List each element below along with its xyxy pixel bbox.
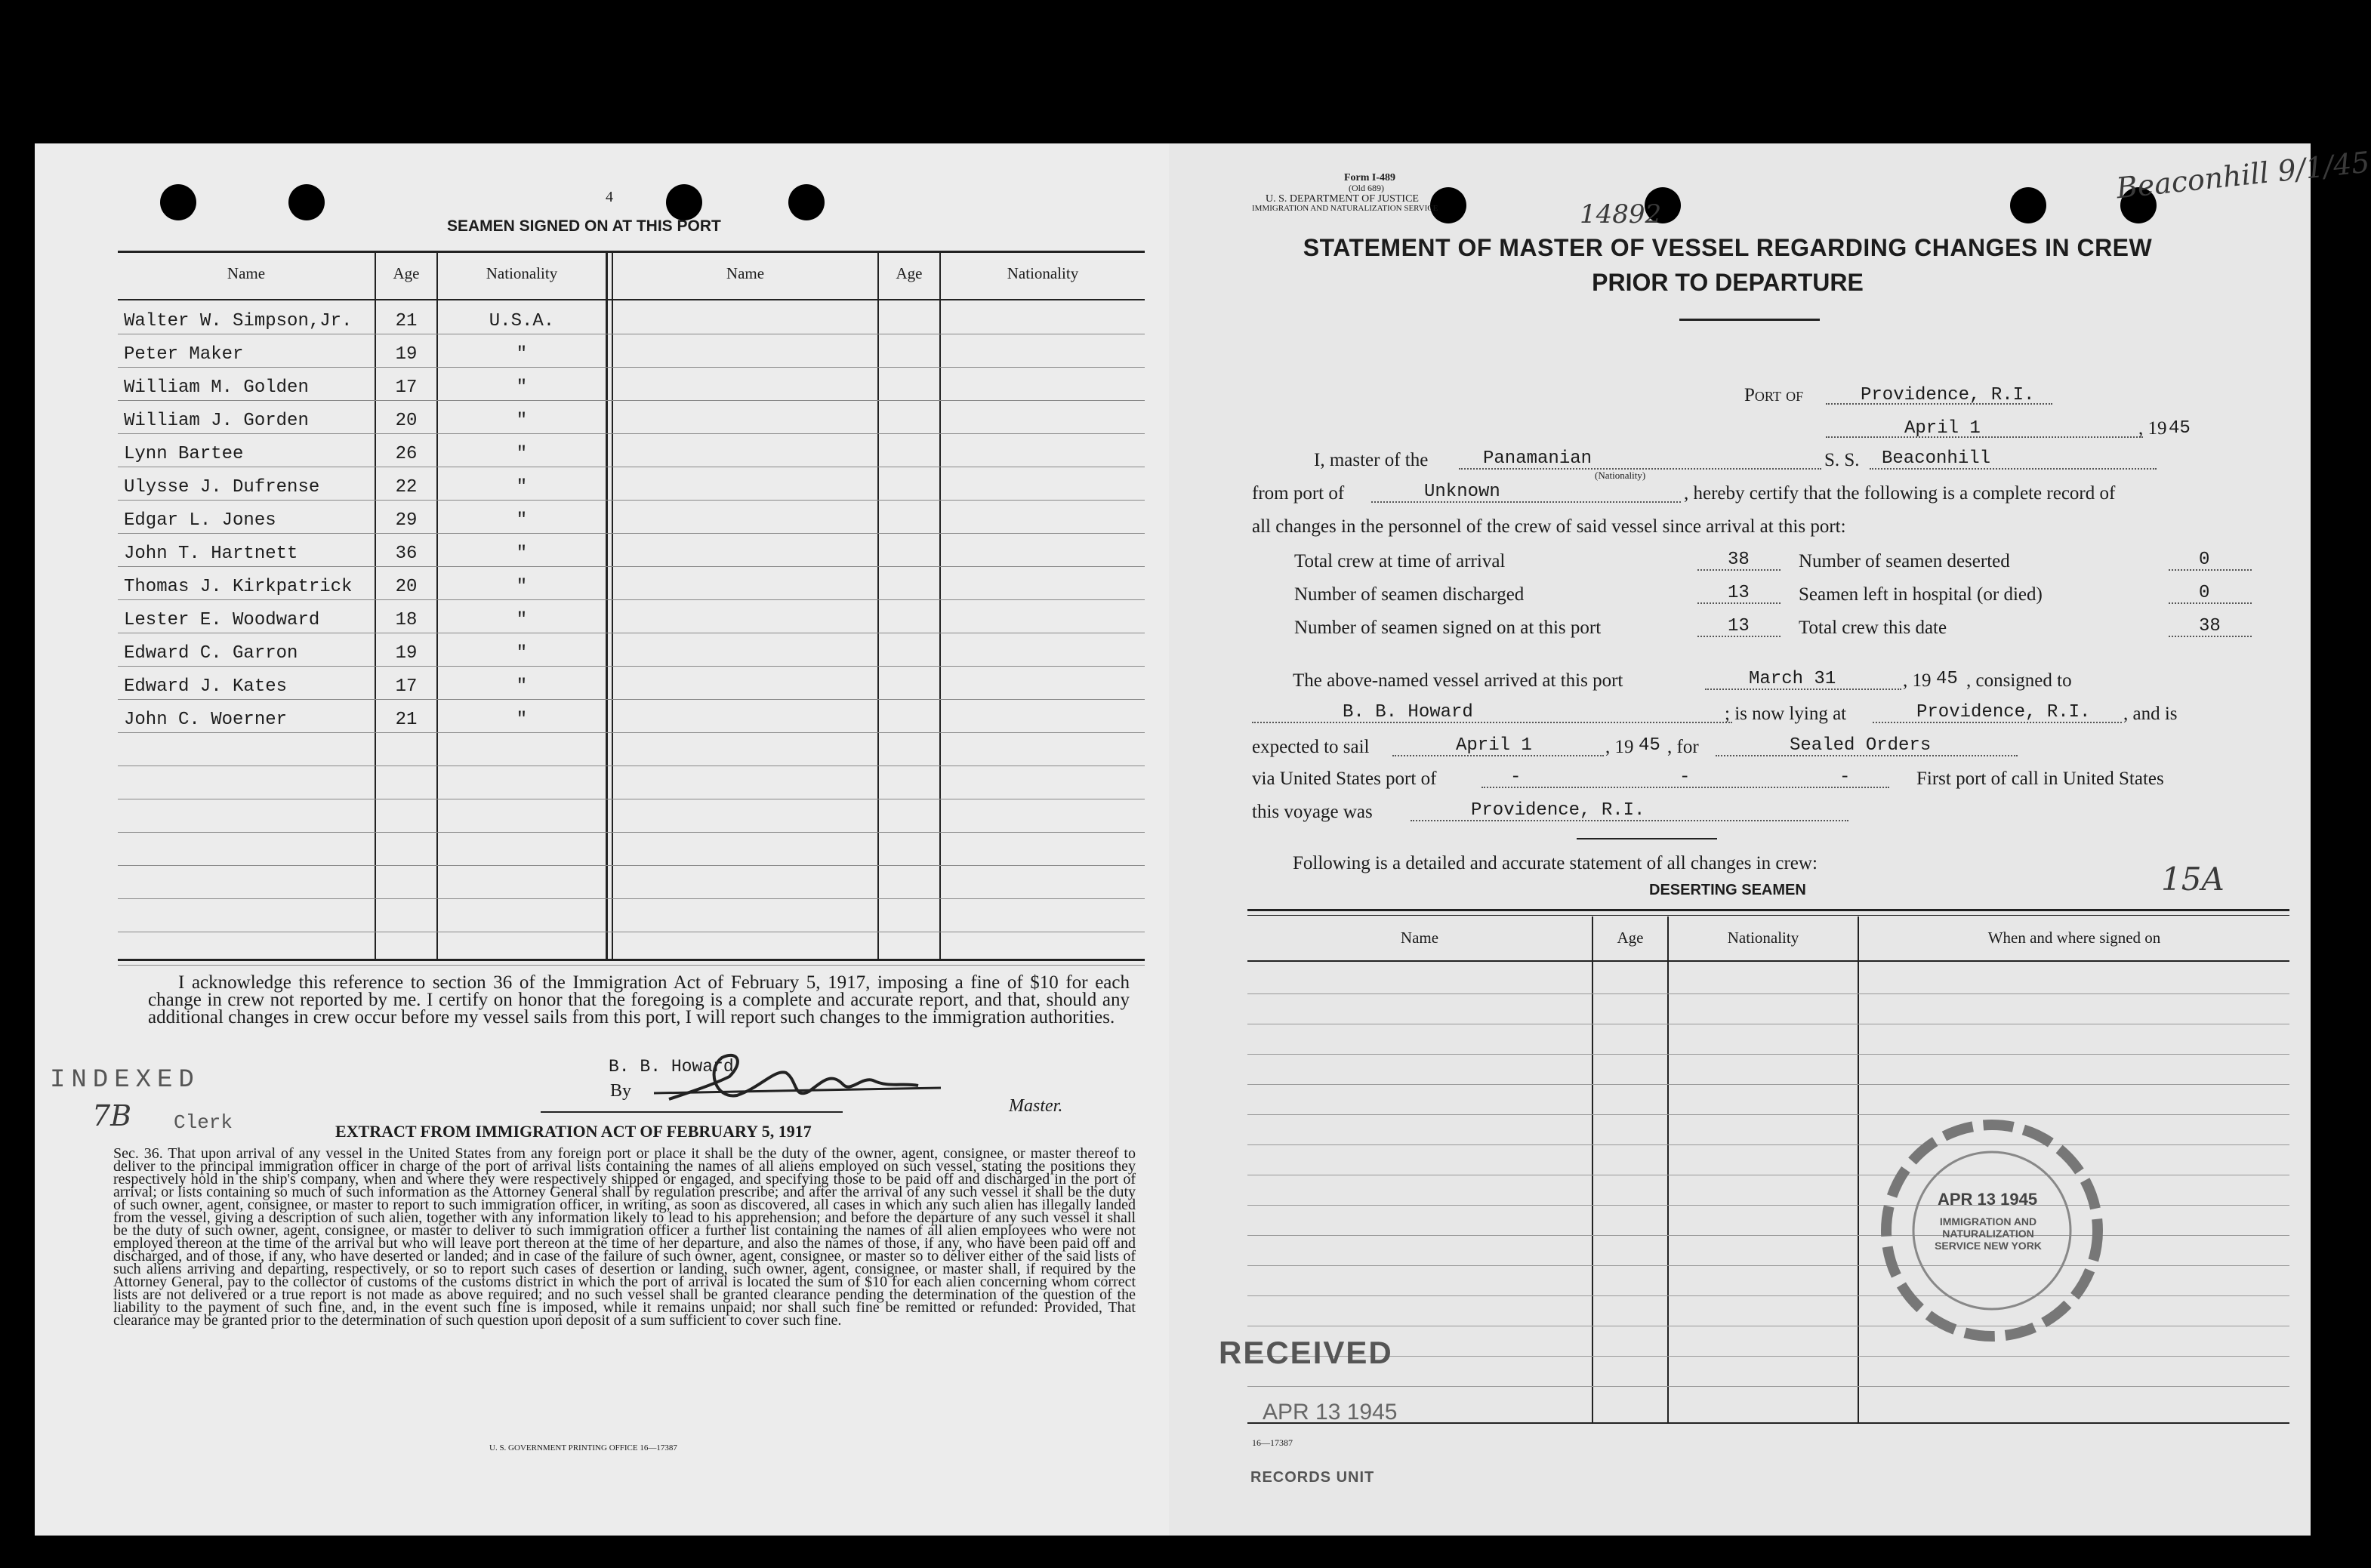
crew-nationality: "	[516, 676, 528, 697]
stat-line	[2169, 602, 2252, 604]
crew-name: Lester E. Woodward	[124, 610, 320, 630]
stat-line	[1697, 602, 1781, 604]
form-number: Form I-489	[1344, 172, 1396, 183]
arrived-label: The above-named vessel arrived at this port	[1293, 670, 1623, 691]
and-is: , and is	[2123, 704, 2178, 724]
stat-value: 13	[1728, 616, 1750, 636]
header-nationality-2: Nationality	[1007, 264, 1079, 282]
page-number: 4	[606, 189, 613, 205]
sail-year-prefix: , 19	[1605, 737, 1634, 757]
crew-name: Peter Maker	[124, 344, 244, 365]
extract-text: Sec. 36. That upon arrival of any vessel in the United States from any foreign port or place it shall be the duty of the owner, agent, consignee, or master thereof to deliver to the principal immigration officer in charge of the port of arrival lists containing the names of all aliens employed on such vessel, stating the positions they respectively hold in the ship's company, when and where they were respectively shipped or engaged, and specifying those to be paid off and discharged in the port of arrival; or lists containing so much of such information as the Attorney General shall by regulation prescribe; and after the arrival of any such vessel it shall be the duty of such owner, agent, consignee, or master to report to such immigration officer, in writing, as soon as discovered, all cases in which any such alien has illegally landed from the vessel, giving a description of such alien, together with any information likely to lead to his apprehension; and before the departure of any such vessel it shall be the duty of such owner, agent, consignee, or master to deliver to such immigration officer a further list containing the names of all alien employees who were not employed thereon at the time of the arrival but who will leave port thereon at the time of her departure, and also the names of those, if any, who have been paid off and discharged, and of those, if any, who have deserted or landed; and in case of the failure of such owner, agent, consignee, or master so to deliver either of the said lists of such aliens arriving and departing, respectively, or so to report such cases of desertion or landing, such owner, agent, consignee, or master shall, if required by the Attorney General, pay to the collector of customs of the customs district in which the port of arrival is located the sum of $10 for each alien concerning whom correct lists are not delivered or a true report is not made as above required; and no such vessel shall be granted clearance pending the determination of the question of the liability to the payment of such fine, and, in the event such fine is imposed, while it remains unpaid; nor shall such fine be remitted or refunded: Provided, That clearance may be granted prior to the determination of such question upon deposit of a sum sufficient to cover such fine.	[113, 1145, 1136, 1329]
crew-name: John C. Woerner	[124, 710, 288, 730]
deserting-header-nationality: Nationality	[1727, 929, 1799, 947]
crew-nationality: "	[516, 577, 528, 597]
from-port-line	[1371, 501, 1681, 503]
table-header-rule	[118, 299, 1145, 300]
table-row-line	[118, 699, 1145, 700]
header-nationality: Nationality	[486, 264, 558, 282]
sail-date: April 1	[1456, 735, 1532, 756]
title-line-2: PRIOR TO DEPARTURE	[1592, 269, 1864, 296]
via-dash-3: -	[1839, 767, 1851, 787]
arrived-year: 45	[1936, 669, 1958, 689]
stat-label: Total crew at time of arrival	[1294, 551, 1506, 571]
deserting-header-rule	[1247, 960, 2289, 962]
printing-office: U. S. GOVERNMENT PRINTING OFFICE 16—17387	[489, 1443, 677, 1452]
title-line-1: STATEMENT OF MASTER OF VESSEL REGARDING CHANGES IN CREW	[1303, 234, 2153, 261]
crew-age: 21	[395, 710, 418, 730]
stat-value: 38	[1728, 550, 1750, 570]
header-age-2: Age	[896, 264, 923, 282]
handwritten-corner: Beaconhill 9/1/45	[2114, 145, 2371, 205]
crew-nationality: U.S.A.	[489, 311, 555, 331]
deserting-row-line	[1247, 1295, 2289, 1296]
crew-name: Edward J. Kates	[124, 676, 288, 697]
deserting-row-line	[1247, 1084, 2289, 1085]
department: U. S. DEPARTMENT OF JUSTICE	[1266, 193, 1419, 205]
col-divider	[877, 252, 879, 959]
crew-nationality: "	[516, 544, 528, 564]
table-row-line	[118, 898, 1145, 899]
col-divider	[606, 252, 608, 959]
stat-label: Number of seamen deserted	[1799, 551, 2010, 571]
crew-age: 20	[395, 577, 418, 597]
table-row-line	[118, 965, 1145, 966]
crew-name: Ulysse J. Dufrense	[124, 477, 320, 498]
stat-line	[1697, 636, 1781, 637]
via-label: via United States port of	[1252, 769, 1437, 789]
table-row-line	[118, 832, 1145, 833]
for-label: , for	[1667, 737, 1699, 757]
port-value: Providence, R.I.	[1861, 385, 2035, 405]
table-row-line	[118, 533, 1145, 534]
table-bottom-rule	[118, 959, 1145, 961]
crew-name: Edward C. Garron	[124, 643, 298, 664]
deserting-row-line	[1247, 1054, 2289, 1055]
date-line	[1826, 436, 2143, 438]
crew-nationality: "	[516, 610, 528, 630]
sail-for: Sealed Orders	[1790, 735, 1932, 756]
deserting-row-line	[1247, 1356, 2289, 1357]
changes-text: all changes in the personnel of the crew of said vessel since arrival at this port:	[1252, 516, 1846, 537]
deserting-header-name: Name	[1400, 929, 1439, 947]
stat-line	[2169, 569, 2252, 571]
deserting-row-line	[1247, 1114, 2289, 1115]
form-old: (Old 689)	[1349, 183, 1384, 193]
crew-nationality: "	[516, 444, 528, 464]
from-port-label: from port of	[1252, 483, 1345, 504]
via-dash-2: -	[1679, 767, 1691, 787]
nationality-caption: (Nationality)	[1595, 470, 1646, 481]
table-row-line	[118, 599, 1145, 600]
stat-value: 38	[2199, 616, 2221, 636]
right-page	[1169, 143, 2371, 1536]
sail-year: 45	[1639, 735, 1660, 756]
indexed-stamp: INDEXED	[50, 1066, 200, 1095]
deserting-top-rule-2	[1247, 915, 2289, 916]
crew-name: Thomas J. Kirkpatrick	[124, 577, 353, 597]
crew-nationality: "	[516, 510, 528, 531]
from-port-value: Unknown	[1424, 482, 1500, 502]
clerk-mark: Clerk	[174, 1111, 233, 1134]
extract-title: EXTRACT FROM IMMIGRATION ACT OF FEBRUARY 5, 1917	[335, 1122, 812, 1141]
crew-name: William M. Golden	[124, 377, 309, 398]
crew-age: 17	[395, 676, 418, 697]
deserting-header-age: Age	[1617, 929, 1644, 947]
ss-label: S. S.	[1824, 450, 1860, 470]
port-label: Port of	[1744, 385, 1804, 405]
received-stamp: RECEIVED	[1219, 1335, 1393, 1370]
stat-value: 13	[1728, 583, 1750, 603]
consigned-label: , consigned to	[1966, 670, 2072, 691]
crew-age: 18	[395, 610, 418, 630]
table-row-line	[118, 666, 1145, 667]
stat-value: 0	[2199, 550, 2210, 570]
stat-line	[1697, 569, 1781, 571]
arrived-date: March 31	[1749, 669, 1836, 689]
acknowledgement-text: I acknowledge this reference to section 36 of the Immigration Act of February 5, 1917, imposing a fine of $10 for each change in crew not reported by me. I certify on honor that the foregoing is a complete and accurate report, and that, should any additional changes in crew occur before my vessel sails from this port, I will report such changes to the immigration authorities.	[148, 972, 1130, 1027]
punch-hole	[288, 184, 325, 220]
crew-age: 29	[395, 510, 418, 531]
crew-name: William J. Gorden	[124, 411, 309, 431]
master-label: Master.	[1009, 1096, 1063, 1116]
ship-value: Beaconhill	[1882, 448, 1991, 469]
crew-nationality: "	[516, 643, 528, 664]
arrived-year-prefix: , 19	[1903, 670, 1932, 691]
col-divider	[1667, 916, 1669, 1422]
punch-hole	[160, 184, 196, 220]
table-top-rule	[118, 251, 1145, 253]
crew-name: Lynn Bartee	[124, 444, 244, 464]
crew-age: 26	[395, 444, 418, 464]
col-divider	[1592, 916, 1593, 1422]
deserting-row-line	[1247, 1386, 2289, 1387]
table-row-line	[118, 500, 1145, 501]
col-divider	[612, 252, 613, 959]
deserting-row-line	[1247, 1235, 2289, 1236]
deserting-row-line	[1247, 993, 2289, 994]
header-name-2: Name	[726, 264, 765, 282]
table-row-line	[118, 367, 1145, 368]
lying-label: ; is now lying at	[1725, 704, 1847, 724]
file-number: 14892	[1580, 199, 1662, 230]
lying-at: Providence, R.I.	[1916, 702, 2091, 722]
first-port-label: First port of call in United States	[1916, 769, 2164, 789]
col-divider	[1858, 916, 1859, 1422]
left-page	[35, 143, 1178, 1536]
deserting-header-signed-on: When and where signed on	[1987, 929, 2161, 947]
deserting-title: DESERTING SEAMEN	[1649, 882, 1806, 898]
stat-label: Number of seamen signed on at this port	[1294, 618, 1602, 638]
table-row-line	[118, 732, 1145, 733]
stat-value: 0	[2199, 583, 2210, 603]
by-label: By	[610, 1081, 632, 1101]
seamen-signed-title: SEAMEN SIGNED ON AT THIS PORT	[447, 217, 721, 235]
sail-label: expected to sail	[1252, 737, 1370, 757]
crew-nationality: "	[516, 344, 528, 365]
punch-hole	[788, 184, 825, 220]
master-signature	[646, 1046, 964, 1114]
deserting-bottom-rule	[1247, 1422, 2289, 1424]
via-dash-1: -	[1510, 767, 1522, 787]
stat-line	[2169, 636, 2252, 637]
crew-nationality: "	[516, 411, 528, 431]
col-divider	[939, 252, 941, 959]
crew-nationality: "	[516, 477, 528, 498]
deserting-mark: 15A	[2161, 861, 2225, 898]
following-text: Following is a detailed and accurate statement of all changes in crew:	[1293, 853, 1818, 873]
header-age: Age	[393, 264, 420, 282]
crew-name: Edgar L. Jones	[124, 510, 276, 531]
consignee-line	[1252, 722, 1732, 723]
received-date: APR 13 1945	[1263, 1400, 1398, 1425]
date-value: April 1	[1904, 418, 1981, 439]
crew-age: 20	[395, 411, 418, 431]
deserting-row-line	[1247, 1144, 2289, 1145]
deserting-row-line	[1247, 1265, 2289, 1266]
deserting-row-line	[1247, 1205, 2289, 1206]
punch-hole	[2010, 187, 2046, 223]
master-of-label: I, master of the	[1314, 450, 1429, 470]
signature-line	[541, 1111, 843, 1113]
crew-age: 21	[395, 311, 418, 331]
printing-code: 16—17387	[1252, 1437, 1293, 1448]
voyage-label: this voyage was	[1252, 802, 1373, 822]
certify-text: , hereby certify that the following is a complete record of	[1684, 483, 2116, 504]
crew-name: Walter W. Simpson,Jr.	[124, 311, 353, 331]
year-value: 45	[2169, 418, 2191, 439]
table-row-line	[118, 433, 1145, 434]
table-row-line	[118, 566, 1145, 567]
table-row-line	[118, 865, 1145, 866]
table-row-line	[118, 400, 1145, 401]
service: IMMIGRATION AND NATURALIZATION SERVICE	[1252, 204, 1438, 213]
signer-typed: B. B. Howard	[609, 1057, 734, 1077]
circle-stamp-date: APR 13 1945	[1938, 1190, 2038, 1209]
header-name: Name	[227, 264, 266, 282]
records-unit: RECORDS UNIT	[1250, 1469, 1375, 1486]
stat-label: Seamen left in hospital (or died)	[1799, 584, 2043, 605]
circle-stamp-text: IMMIGRATION AND NATURALIZATION SERVICE NEW YORK	[1935, 1215, 2042, 1252]
crew-age: 22	[395, 477, 418, 498]
voyage-value: Providence, R.I.	[1471, 800, 1645, 821]
crew-nationality: "	[516, 377, 528, 398]
crew-age: 17	[395, 377, 418, 398]
punch-hole	[666, 184, 702, 220]
crew-name: John T. Hartnett	[124, 544, 298, 564]
deserting-top-rule	[1247, 909, 2289, 911]
title-underline	[1679, 319, 1820, 321]
stat-label: Number of seamen discharged	[1294, 584, 1525, 605]
clerk-initials: 7B	[92, 1099, 132, 1132]
year-prefix: , 19	[2138, 418, 2167, 439]
crew-age: 36	[395, 544, 418, 564]
consignee: B. B. Howard	[1343, 702, 1473, 722]
nationality-value: Panamanian	[1483, 448, 1592, 469]
section-divider	[1577, 838, 1717, 839]
crew-nationality: "	[516, 710, 528, 730]
stat-label: Total crew this date	[1799, 618, 1947, 638]
crew-age: 19	[395, 344, 418, 365]
crew-age: 19	[395, 643, 418, 664]
